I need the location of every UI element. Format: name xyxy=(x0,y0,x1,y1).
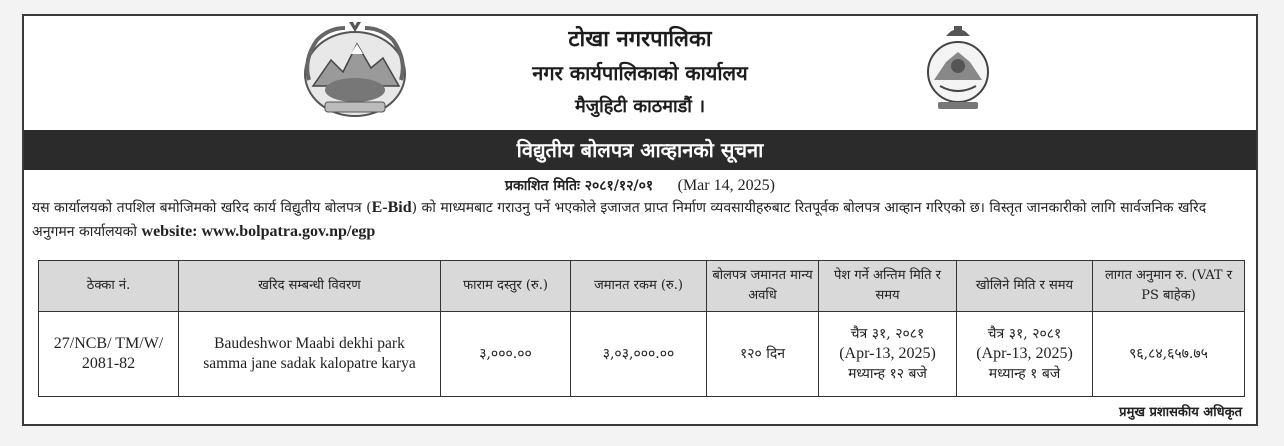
website-link[interactable]: website: www.bolpatra.gov.np/egp xyxy=(141,223,376,240)
cell-contract-no xyxy=(39,312,179,397)
cell-form-fee: ३,०००.०० xyxy=(441,312,571,397)
col-submission-deadline: पेश गर्ने अन्तिम मिति र समय xyxy=(819,261,957,312)
col-description: खरिद सम्बन्धी विवरण xyxy=(179,261,441,312)
tender-table xyxy=(38,260,1245,397)
col-validity: बोलपत्र जमानत मान्य अवधि xyxy=(707,261,819,312)
org-name: टोखा नगरपालिका xyxy=(568,26,712,52)
published-date xyxy=(24,176,1256,196)
cell-description xyxy=(179,312,441,397)
opening-time: मध्यान्ह १ बजे xyxy=(988,366,1061,382)
col-contract-no: ठेक्का नं. xyxy=(39,261,179,312)
col-bid-security: जमानत रकम (रु.) xyxy=(571,261,707,312)
opening-date-np: चैत्र ३१, २०८१ xyxy=(987,326,1062,342)
tender-notice xyxy=(22,14,1258,426)
published-date-label: प्रकाशित मितिः २०८१/१२/०१ xyxy=(505,178,654,194)
published-date-english: (Mar 14, 2025) xyxy=(677,177,775,194)
table-row xyxy=(39,312,1245,397)
opening-date-en: (Apr-13, 2025) xyxy=(976,345,1073,362)
notice-title-banner xyxy=(24,130,1256,170)
cell-submission-deadline xyxy=(819,312,957,397)
office-location: मैजुहिटी काठमाडौं । xyxy=(574,96,706,117)
submission-time: मध्यान्ह १२ बजे xyxy=(848,366,927,382)
cell-validity: १२० दिन xyxy=(707,312,819,397)
submission-date-np: चैत्र ३१, २०८१ xyxy=(850,326,925,342)
col-cost-estimate: लागत अनुमान रु. (VAT र PS बाहेक) xyxy=(1093,261,1245,312)
description-line-1: Baudeshwor Maabi dekhi park xyxy=(214,335,405,352)
submission-date-en: (Apr-13, 2025) xyxy=(839,345,936,362)
notice-header xyxy=(24,16,1256,130)
contract-no-line-1: 27/NCB/ TM/W/ xyxy=(53,335,164,352)
notice-body xyxy=(24,196,1256,244)
table-header-row xyxy=(39,261,1245,312)
description-line-2: samma jane sadak kalopatre karya xyxy=(203,355,416,372)
signature-title: प्रमुख प्रशासकीय अधिकृत xyxy=(1119,405,1242,420)
cell-bid-security: ३,०३,०००.०० xyxy=(571,312,707,397)
body-text-part-2: ) को माध्यमबाट गराउनु पर्ने भएकोले इजाजत प्राप्त निर्माण व्यवसायीहरुबाट रितपूर्वक बोलपत्र आव्हान गरिएको छ। विस्तृत जानकारीको लागि सार्वजनिक खरिद अनुगमन कार्यालयको xyxy=(32,200,1207,240)
col-opening-date: खोलिने मिति र समय xyxy=(957,261,1093,312)
notice-title: विद्युतीय बोलपत्र आव्हानको सूचना xyxy=(516,138,764,162)
body-text-part-1: यस कार्यालयको तपशिल बमोजिमको खरिद कार्य विद्युतीय बोलपत्र ( xyxy=(32,200,372,216)
office-name: नगर कार्यपालिकाको कार्यालय xyxy=(532,61,748,85)
contract-no-line-2: 2081-82 xyxy=(81,355,136,372)
cell-cost-estimate: ९६,८४,६५७.७५ xyxy=(1093,312,1245,397)
ebid-label: E-Bid xyxy=(371,199,412,216)
col-form-fee: फाराम दस्तुर (रु.) xyxy=(441,261,571,312)
cell-opening-date xyxy=(957,312,1093,397)
